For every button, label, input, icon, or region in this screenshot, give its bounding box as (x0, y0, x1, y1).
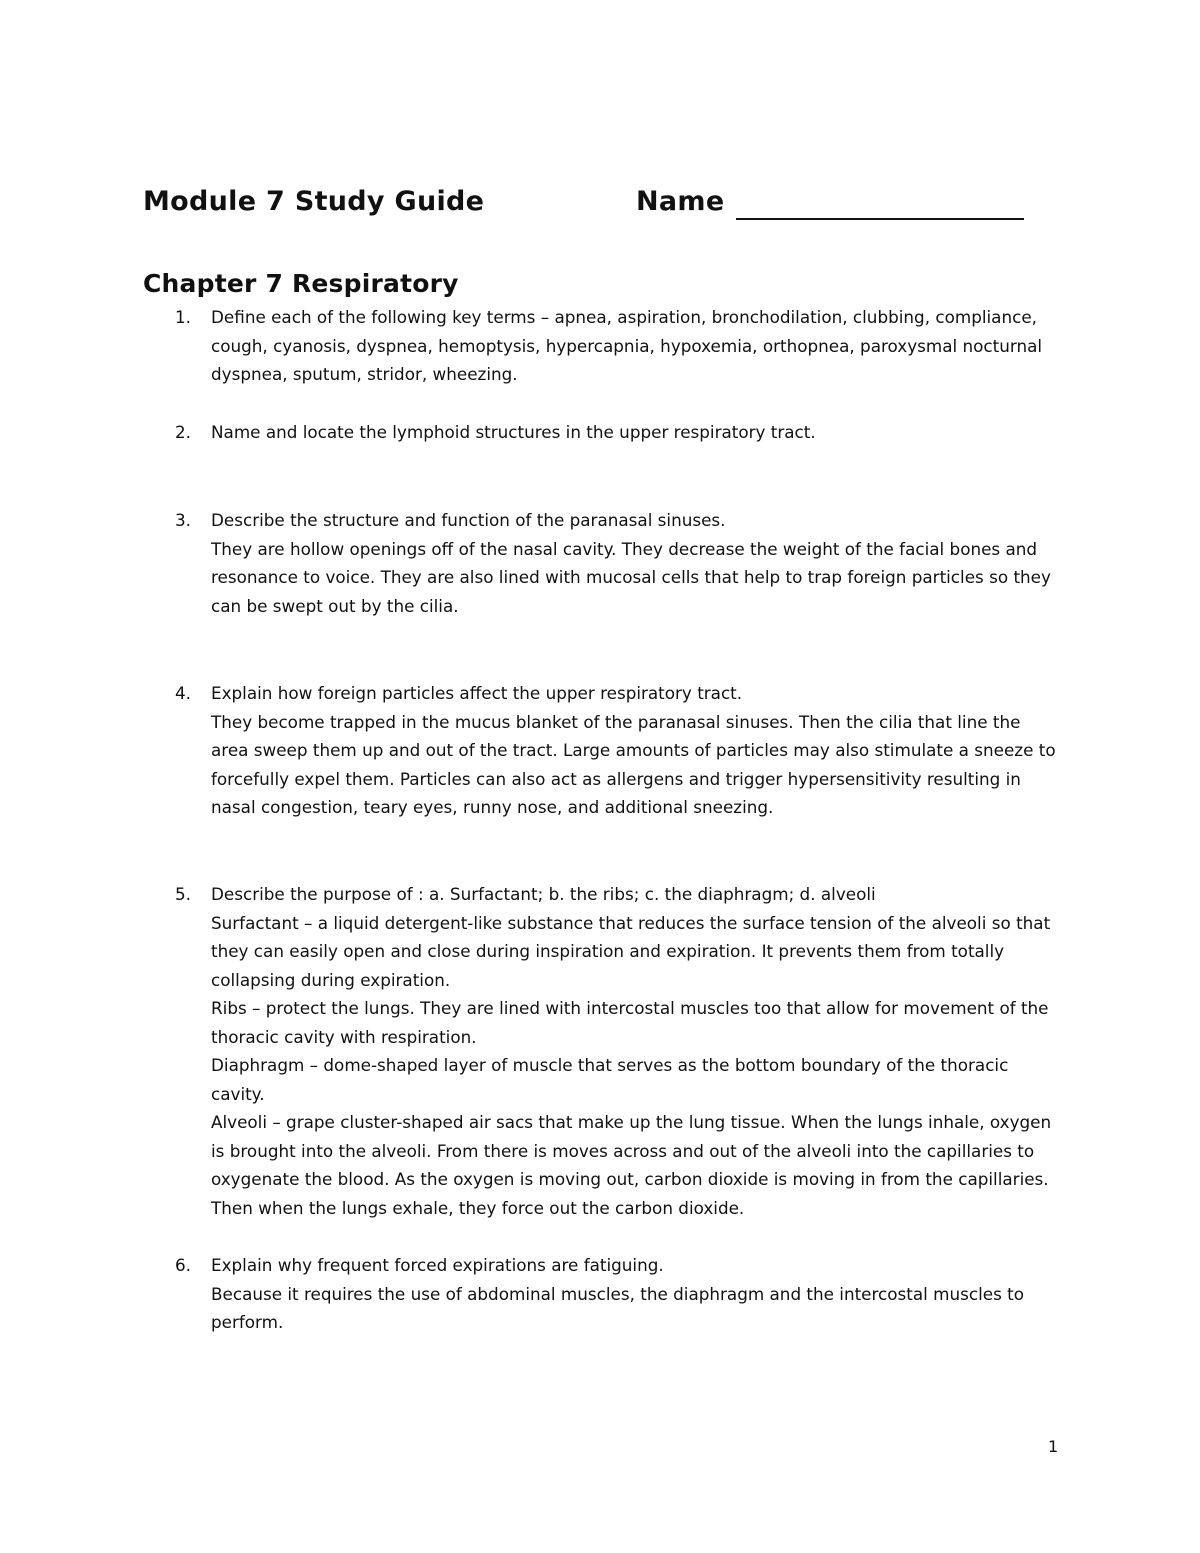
title-row (143, 186, 1043, 226)
answer-text: They become trapped in the mucus blanket of the paranasal sinuses. Then the cilia that line the area sweep them up and out of the tract. Large amounts of particles may also stimulate a sneeze to forcefully expel them. Particles can also act as allergens and trigger hypersensitivity resulting in nasal congestion, teary eyes, runny nose, and additional sneezing. (211, 711, 1056, 817)
question-number: 1. (175, 307, 192, 327)
name-underline-field[interactable] (736, 218, 1024, 220)
answer-surfactant: Surfactant – a liquid detergent-like substance that reduces the surface tension of the alveoli so that they can easily open and close during inspiration and expiration. It prevents them from totally collapsing during expiration. (211, 912, 1051, 990)
question-text: Name and locate the lymphoid structures in the upper respiratory tract. (211, 422, 816, 442)
question-number: 2. (175, 422, 192, 442)
question-text: Describe the structure and function of the paranasal sinuses. (211, 510, 726, 530)
answer-alveoli: Alveoli – grape cluster-shaped air sacs that make up the lung tissue. When the lungs inhale, oxygen is brought into the alveoli. From there is moves across and out of the alveoli into the capillaries to oxygenate the blood. As the oxygen is moving out, carbon dioxide is moving in from the capillaries. Then when the lungs exhale, they force out the carbon dioxide. (211, 1112, 1052, 1218)
chapter-title: Chapter 7 Respiratory (143, 269, 459, 298)
document-title: Module 7 Study Guide (143, 186, 485, 217)
question-number: 5. (175, 884, 192, 904)
question-number: 6. (175, 1255, 192, 1275)
question-body (211, 679, 1061, 822)
name-label: Name (636, 186, 725, 217)
answer-text: Because it requires the use of abdominal muscles, the diaphragm and the intercostal muscles to perform. (211, 1283, 1024, 1332)
question-body (211, 1251, 1061, 1337)
page-number: 1 (1048, 1437, 1059, 1456)
question-text: Explain how foreign particles affect the upper respiratory tract. (211, 683, 743, 703)
answer-text: They are hollow openings off of the nasal cavity. They decrease the weight of the facial bones and resonance to voice. They are also lined with mucosal cells that help to trap foreign particles so they can be swept out by the cilia. (211, 538, 1051, 616)
question-text: Describe the purpose of : a. Surfactant; b. the ribs; c. the diaphragm; d. alveoli (211, 884, 876, 904)
answer-ribs: Ribs – protect the lungs. They are lined with intercostal muscles too that allow for movement of the thoracic cavity with respiration. (211, 998, 1049, 1047)
question-body (211, 506, 1061, 620)
question-body (211, 418, 1061, 447)
question-body (211, 303, 1061, 389)
question-number: 4. (175, 683, 192, 703)
question-text: Explain why frequent forced expirations are fatiguing. (211, 1255, 664, 1275)
answer-diaphragm: Diaphragm – dome-shaped layer of muscle that serves as the bottom boundary of the thoracic cavity. (211, 1055, 1009, 1104)
question-text: Define each of the following key terms – apnea, aspiration, bronchodilation, clubbing, compliance, cough, cyanosis, dyspnea, hemoptysis, hypercapnia, hypoxemia, orthopnea, paroxysmal nocturnal dyspnea, sputum, stridor, wheezing. (211, 307, 1043, 384)
question-number: 3. (175, 510, 192, 530)
question-body (211, 880, 1061, 1222)
